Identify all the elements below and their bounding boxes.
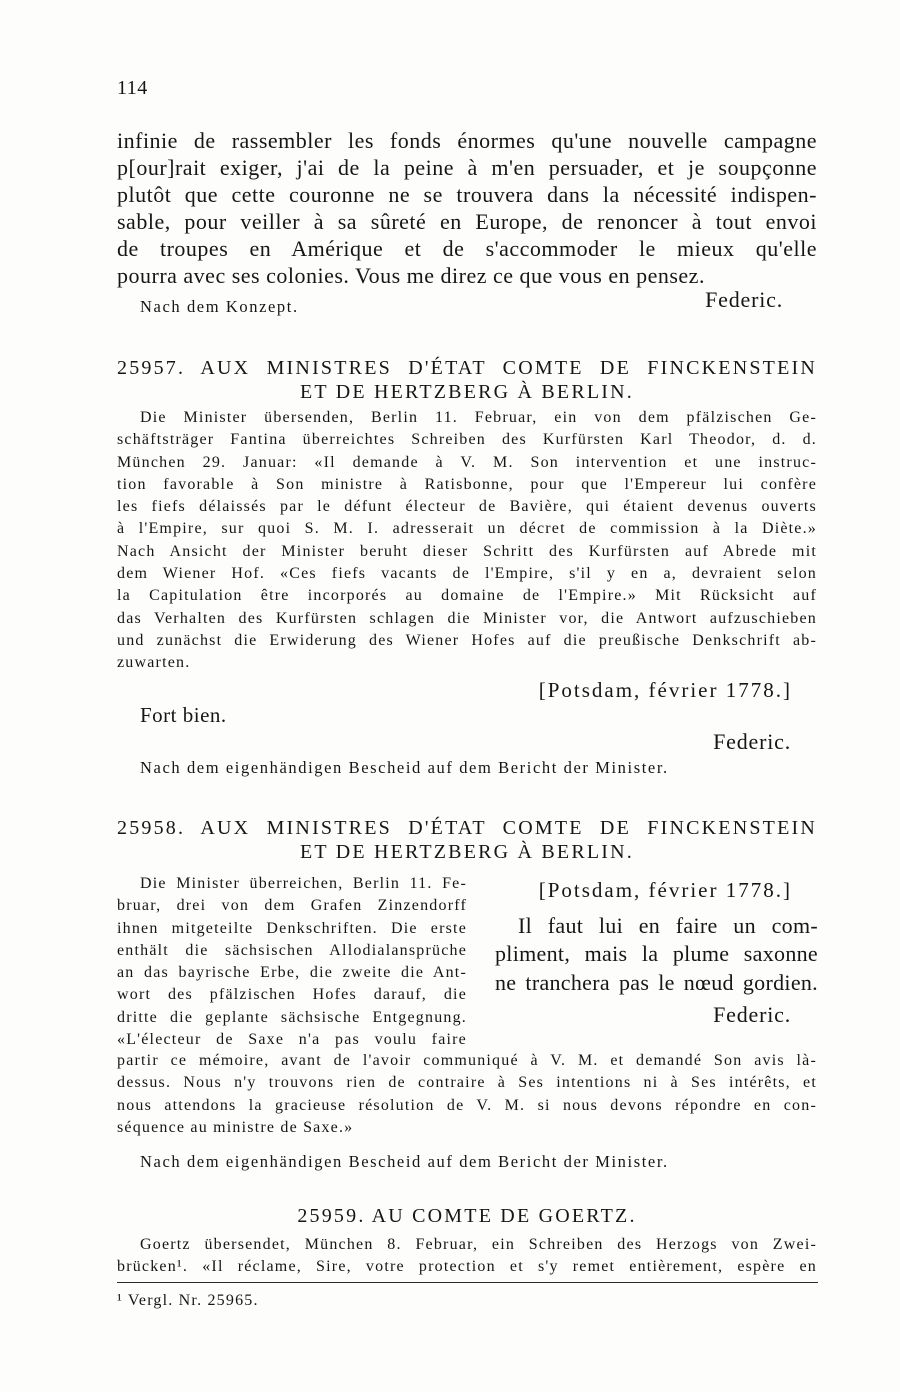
summary-line: les fiefs délaissés par le défunt électeur de Bavière, qui étaient devenus ouverts <box>117 498 817 516</box>
letter-summary <box>117 407 817 675</box>
source-note: Nach dem Konzept. <box>140 297 299 316</box>
date-line: [Potsdam, février 1778.] <box>538 878 792 902</box>
continuation-paragraph <box>117 127 817 289</box>
summary-line: ihnen mitgeteilte Denkschriften. Die erste <box>117 919 467 937</box>
summary-line: dritte die geplante sächsische Entgegnung. <box>117 1008 467 1026</box>
letter-heading <box>117 356 817 404</box>
page-number: 114 <box>117 77 148 99</box>
summary-line: tion favorable à Son ministre à Ratisbonne, pour que l'Empereur lui confère <box>117 475 817 493</box>
reply-line: Il faut lui en faire un com- <box>518 912 818 938</box>
letter-summary-column <box>117 873 467 1051</box>
heading-line: 25957. AUX MINISTRES D'ÉTAT COMTE DE FINCKENSTEIN <box>117 357 817 379</box>
date-line: [Potsdam, février 1778.] <box>538 678 792 702</box>
summary-line: das Verhalten des Kurfürsten schlagen die Minister vor, die Antwort aufzuschieben <box>117 609 817 627</box>
signature: Federic. <box>705 287 783 312</box>
text-line: plutôt que cette couronne ne se trouvera dans la nécessité indispen- <box>117 181 817 207</box>
text-line: infinie de rassembler les fonds énormes qu'une nouvelle campagne <box>117 127 817 153</box>
summary-line: Nach Ansicht der Minister beruht dieser Schritt des Kurfürsten auf Abrede mit <box>117 542 817 560</box>
source-note: Nach dem eigenhändigen Bescheid auf dem Bericht der Minister. <box>140 1152 669 1171</box>
summary-line: séquence au ministre de Saxe.» <box>117 1118 354 1136</box>
footnote-rule <box>117 1282 818 1283</box>
letter-summary <box>117 1234 817 1279</box>
summary-line: partir ce mémoire, avant de l'avoir communiqué à V. M. et demandé Son avis là- <box>117 1052 817 1069</box>
heading-line: 25958. AUX MINISTRES D'ÉTAT COMTE DE FINCKENSTEIN <box>117 817 817 839</box>
summary-line: nous attendons la gracieuse résolution de V. M. si nous devons répondre en con- <box>117 1096 817 1114</box>
reply-text: Fort bien. <box>140 703 227 727</box>
heading-line: ET DE HERTZBERG À BERLIN. <box>300 381 634 403</box>
signature: Federic. <box>713 1002 791 1027</box>
summary-line: «L'électeur de Saxe n'a pas voulu faire <box>117 1031 467 1049</box>
source-note: Nach dem eigenhändigen Bescheid auf dem Bericht der Minister. <box>140 758 669 777</box>
summary-line: la Capitulation être incorporés au domaine de l'Empire.» Mit Rücksicht auf <box>117 587 817 605</box>
text-line: p[our]rait exiger, j'ai de la peine à m'en persuader, et je soupçonne <box>117 154 817 180</box>
summary-line: dem Wiener Hof. «Ces fiefs vacants de l'Empire, s'il y en a, devraient selon <box>117 565 817 583</box>
reply-line: pliment, mais la plume saxonne <box>495 941 818 967</box>
reply-text <box>495 912 818 998</box>
text-line: pourra avec ses colonies. Vous me direz ce que vous en pensez. <box>117 262 705 288</box>
summary-line: bruar, drei von dem Grafen Zinzendorff <box>117 897 467 915</box>
summary-line: Die Minister überreichen, Berlin 11. Fe- <box>140 875 467 892</box>
heading-line: ET DE HERTZBERG À BERLIN. <box>300 841 634 863</box>
summary-line: schäftsträger Fantina überreichtes Schreiben des Kurfürsten Karl Theodor, d. d. <box>117 431 817 449</box>
summary-line: Goertz übersendet, München 8. Februar, ein Schreiben des Herzogs von Zwei- <box>140 1236 817 1253</box>
letter-heading <box>117 1204 817 1228</box>
signature: Federic. <box>713 729 791 754</box>
summary-line: an das bayrische Erbe, die zweite die Ant- <box>117 964 467 982</box>
summary-line: enthält die sächsischen Allodialansprüche <box>117 941 467 959</box>
text-line: sable, pour veiller à sa sûreté en Europe, de renoncer à tout envoi <box>117 208 817 234</box>
heading-line: 25959. AU COMTE DE GOERTZ. <box>297 1205 637 1227</box>
reply-line: ne tranchera pas le nœud gordien. <box>495 969 818 995</box>
summary-line: dessus. Nous n'y trouvons rien de contraire à Ses intentions ni à Ses intérêts, et <box>117 1074 817 1092</box>
summary-line: und zunächst die Erwiderung des Wiener Hofes auf die preußische Denkschrift ab- <box>117 631 817 649</box>
text-line: de troupes en Amérique et de s'accommoder le mieux qu'elle <box>117 235 817 261</box>
footnote: ¹ Vergl. Nr. 25965. <box>117 1292 259 1309</box>
letter-summary-continued <box>117 1050 817 1139</box>
summary-line: München 29. Januar: «Il demande à V. M. Son intervention et une instruc- <box>117 453 817 471</box>
summary-line: zuwarten. <box>117 654 191 672</box>
summary-line: Die Minister übersenden, Berlin 11. Februar, ein von dem pfälzischen Ge- <box>140 409 817 426</box>
letter-heading <box>117 816 817 864</box>
summary-line: à l'Empire, sur quoi S. M. I. adresserait un décret de commission à la Diète.» <box>117 520 817 538</box>
summary-line: brücken¹. «Il réclame, Sire, votre protection et s'y remet entièrement, espère en <box>117 1258 817 1276</box>
summary-line: wort des pfälzischen Hofes darauf, die <box>117 986 467 1004</box>
